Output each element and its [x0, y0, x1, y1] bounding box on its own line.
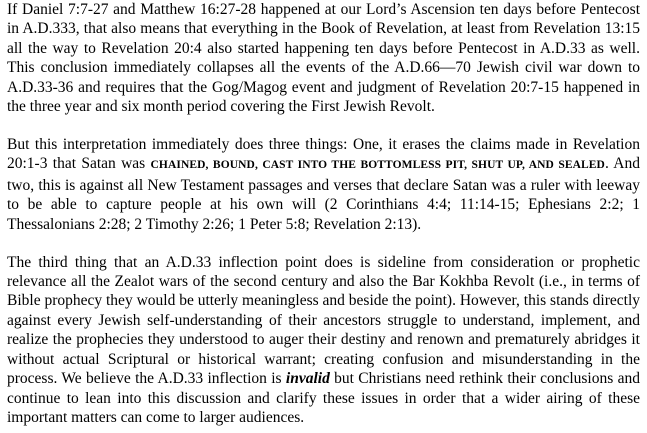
paragraph-1-text: If Daniel 7:7-27 and Matthew 16:27-28 happened at our Lord’s Ascension ten days before Pentecost in A.D.333, that also means that everything in the Book of Revelation, at least from Revelation 13:15 all the way to Revelation 20:4 also started happening ten days before Pentecost in A.D.33 as well. This conclusion immediately collapses all the events of the A.D.66—70 Jewish civil war down to A.D.33-36 and requires that the Gog/Magog event and judgment of Revelation 20:7-15 happened in the three year and six month period covering the First Jewish Revolt. [7, 1, 640, 116]
paragraph-3-emphasis-invalid: invalid [285, 370, 330, 388]
paragraph-3-text-before: The third thing that an A.D.33 inflection point does is sideline from consideration or prophetic relevance all the Zealot wars of the second century and also the Bar Kokhba Revolt (i.e., in terms of Bible prophecy they would be utterly meaningless and beside the point). However, this stands directly against every Jewish self-understanding of their ancestors struggle to understand, implement, and realize the prophecies they understood to auger their destiny and renown and prematurely abridges it without actual Scriptural or historical warrant; creating confusion and misunderstanding in the process. We believe the A.D.33 inflection is [7, 253, 641, 388]
paragraph-2-small-caps-phrase: CHAINED, BOUND, CAST INTO THE BOTTOMLESS PIT, SHUT UP, AND SEALED [150, 159, 605, 172]
paragraph-satan-bound [7, 135, 640, 234]
paragraph-2-text-before: But this interpretation immediately does three things: One, it erases the claims made in Revelation 20:1-3 that Satan was [7, 136, 640, 173]
paragraph-2-text-after: . And two, this is against all New Testament passages and verses that declare Satan was a ruler with leeway to be able to capture people at his own will (2 Corinthians 4:4; 11:14-15; Ephesians 2:2; 1 Thessalonians 2:28; 2 Timothy 2:26; 1 Peter 5:8; Revelation 2:13). [7, 155, 640, 233]
paragraph-3-text-after: but Christians need rethink their conclusions and continue to lean into this discussion and clarify these issues in order that a wider airing of these important matters can come to larger audiences. [7, 370, 640, 426]
paragraph-ascension-timing [7, 0, 640, 116]
paragraph-inflection-point [7, 253, 640, 428]
